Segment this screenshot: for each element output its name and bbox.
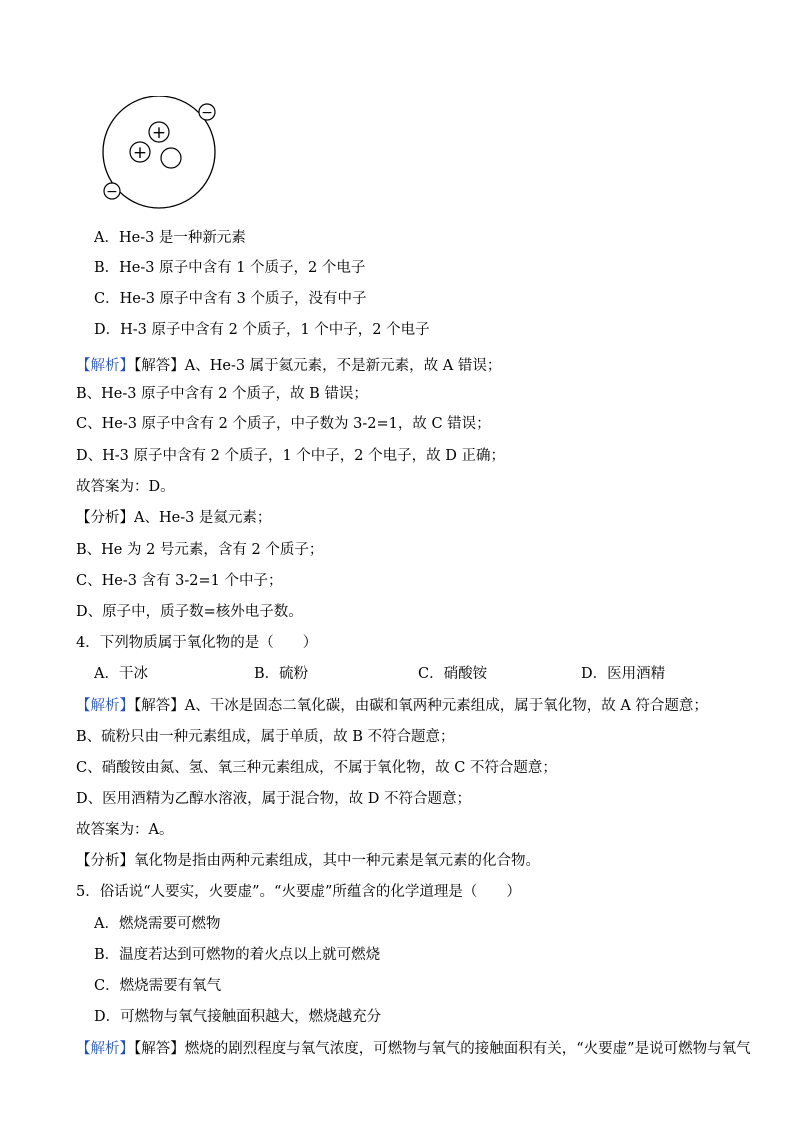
q5-jieda [76,1039,751,1059]
q3-jieda [76,356,501,376]
q3-fenxi-a: 【分析】A、He-3 是氦元素； [76,510,272,526]
q3-option-a: A．He-3 是一种新元素 [94,230,246,246]
q3-option-c: C．He-3 原子中含有 3 个质子，没有中子 [94,291,367,307]
q4-jieda [76,696,708,716]
q3-jiexi-tag: 【解析】 [76,358,134,374]
electron-2-sign: − [106,184,118,200]
q4-jieda-text: 【解答】A、干冰是固态二氧化碳，由碳和氧两种元素组成，属于氧化物，故 A 符合题意； [134,698,708,714]
q3-option-d: D．H-3 原子中含有 2 个质子，1 个中子，2 个电子 [94,322,430,338]
q3-answer-b: B、He-3 原子中含有 2 个质子，故 B 错误； [76,386,368,402]
q5-option-c: C．燃烧需要有氧气 [94,978,222,994]
proton-1-sign: + [151,123,167,143]
q3-option-b: B．He-3 原子中含有 1 个质子，2 个电子 [94,260,366,276]
q3-fenxi-c: C、He-3 含有 3-2=1 个中子； [76,573,283,589]
q4-option-b: B．硫粉 [254,666,309,682]
q5-jieda-text: 【解答】燃烧的剧烈程度与氧气浓度，可燃物与氧气的接触面积有关，“火要虚”是说可燃物与氧气 [134,1041,751,1057]
q5-stem: 5．俗话说“人要实，火要虚”。“火要虚”所蕴含的化学道理是（ ） [76,884,521,900]
electron-1 [199,104,215,121]
q3-fenxi-b: B、He 为 2 号元素，含有 2 个质子； [76,542,324,558]
q4-option-a: A．干冰 [94,666,148,682]
q4-fenxi: 【分析】氧化物是指由两种元素组成，其中一种元素是氧元素的化合物。 [76,853,540,869]
neutron [161,148,181,168]
q4-option-d: D．医用酒精 [581,666,666,682]
q3-answer-c: C、He-3 原子中含有 2 个质子，中子数为 3-2=1，故 C 错误； [76,416,491,432]
q5-jiexi-tag: 【解析】 [76,1041,134,1057]
q4-answer-d: D、医用酒精为乙醇水溶液，属于混合物，故 D 不符合题意； [76,791,471,807]
electron-2 [104,183,120,200]
proton-2-sign: + [132,143,148,163]
q4-option-c: C．硝酸铵 [418,666,488,682]
proton-1 [149,122,169,143]
proton-2 [130,142,150,163]
q5-option-d: D．可燃物与氧气接触面积越大，燃烧越充分 [94,1009,382,1025]
q4-answer-b: B、硫粉只由一种元素组成，属于单质，故 B 不符合题意； [76,729,455,745]
q5-option-b: B．温度若达到可燃物的着火点以上就可燃烧 [94,947,381,963]
q4-final-answer: 故答案为：A。 [76,822,174,838]
q3-jieda-text: 【解答】A、He-3 属于氦元素，不是新元素，故 A 错误； [134,358,502,374]
q5-option-a: A．燃烧需要可燃物 [94,916,221,932]
q3-fenxi-d: D、原子中，质子数=核外电子数。 [76,604,303,620]
atom-diagram [95,96,225,216]
q3-answer-d: D、H-3 原子中含有 2 个质子，1 个中子，2 个电子，故 D 正确； [76,448,505,464]
q4-stem: 4．下列物质属于氧化物的是（ ） [76,635,318,651]
q3-final-answer: 故答案为：D。 [76,479,175,495]
q4-answer-c: C、硝酸铵由氮、氢、氧三种元素组成，不属于氧化物，故 C 不符合题意； [76,760,557,776]
electron-1-sign: − [201,105,213,121]
q4-jiexi-tag: 【解析】 [76,698,134,714]
